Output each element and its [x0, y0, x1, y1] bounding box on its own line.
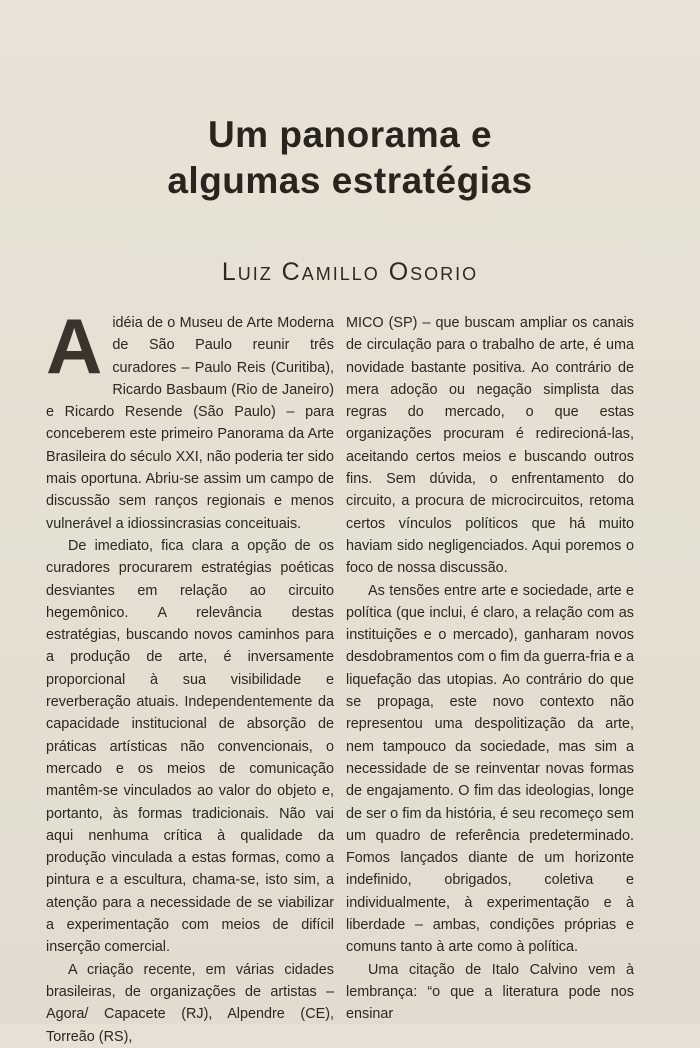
paragraph-text: idéia de o Museu de Arte Moderna de São Paulo reunir três curadores – Paulo Reis (Curitiba), Ricardo Basbaum (Rio de Janeiro) e Ricardo Resende (São Paulo) – para conceberem este primeiro Panorama da Arte Brasileira do século XXI, não poderia ter sido mais oportuna. Abriu-se assim um campo de discussão sem ranços regionais e menos vulnerável a idiossincrasias conceituais. — [46, 315, 334, 532]
text-column-left — [46, 302, 334, 1048]
paragraph: De imediato, fica clara a opção de os curadores procurarem estratégias poéticas desviantes em relação ao circuito hegemônico. A relevância destas estratégias, buscando novos caminhos para a produção de arte, é inversamente proporcional à sua visibilidade e reverberação atuais. Independentemente da capacidade institucional de absorção de práticas artísticas não convencionais, o mercado e os meios de comunicação mantêm-se vinculados ao valor do objeto e, portanto, às formas tradicionais. Não vai aqui nenhuma crítica à qualidade da produção vinculada a estas formas, como a pintura e a escultura, chama-se, isto sim, a atenção para a necessidade de se viabilizar a experimentação com meios de difícil inserção comercial. — [46, 537, 334, 956]
article-title — [0, 112, 700, 204]
paragraph: Uma citação de Italo Calvino vem à lembrança: “o que a literatura pode nos ensinar — [346, 961, 634, 1023]
author-name: Luiz Camillo Osorio — [221, 258, 479, 286]
title-line-1: Um panorama e — [207, 114, 493, 155]
paragraph: A criação recente, em várias cidades brasileiras, de organizações de artistas – Agora/ Capacete (RJ), Alpendre (CE), Torreão (RS), — [46, 961, 334, 1045]
paragraph: As tensões entre arte e sociedade, arte e política (que inclui, é claro, a relação com as instituições e o mercado), ganharam novos desdobramentos com o fim da guerra-fria e a liquefação das utopias. Ao contrário do que se propaga, este novo contexto não representou uma despolitização da arte, nem tampouco da sociedade, mas sim a necessidade de se reinventar novas formas de engajamento. O fim das ideologias, longe de ser o fim da história, é seu recomeço sem um quadro de referência predeterminado. Fomos lançados diante de um horizonte indefinido, obrigados, coletiva e individualmente, à experimentação e à liberdade – ambas, condições próprias e comuns tanto à arte como à política. — [346, 582, 634, 956]
paragraph: MICO (SP) – que buscam ampliar os canais de circulação para o trabalho de arte, é uma novidade bastante positiva. Ao contrário de mera adoção ou negação simplista das regras do mercado, o que estas organizações procuram é redirecioná-las, aceitando certos meios e buscando outros fins. Sem dúvida, o enfrentamento do circuito, a procura de microcircuitos, retoma certos vínculos políticos que há muito haviam sido negligenciados. Aqui poremos o foco de nossa discussão. — [346, 315, 634, 577]
drop-cap: A — [46, 302, 103, 390]
paragraph — [46, 302, 334, 535]
text-column-right — [346, 312, 634, 1026]
title-line-2: algumas estratégias — [167, 160, 533, 201]
